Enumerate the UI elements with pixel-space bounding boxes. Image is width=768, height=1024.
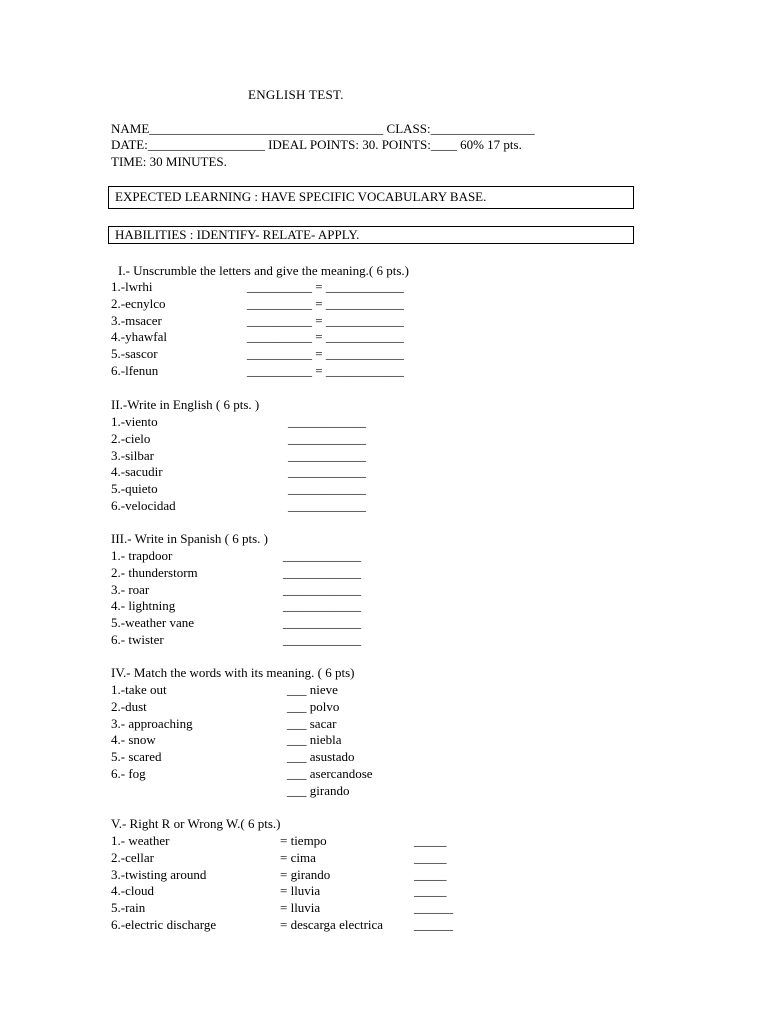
- question-label: 1.- weather: [111, 833, 170, 848]
- answer-blank[interactable]: __________ = ____________: [247, 346, 404, 362]
- question-label: 5.-quieto: [111, 481, 158, 497]
- answer-blank[interactable]: ___ nieve: [287, 682, 338, 697]
- answer-blank[interactable]: ______: [414, 917, 453, 932]
- question-label: 2.-ecnylco: [111, 295, 166, 311]
- question-label: 1.-take out: [111, 682, 167, 697]
- question-label: 3.- roar: [111, 581, 150, 597]
- expected-learning-box: EXPECTED LEARNING : HAVE SPECIFIC VOCABULARY BASE.: [108, 186, 634, 209]
- meaning-label: = girando: [280, 866, 331, 882]
- answer-blank[interactable]: ___ sacar: [287, 715, 337, 731]
- question-label: 4.- snow: [111, 732, 156, 748]
- question-label: 6.-electric discharge: [111, 917, 217, 932]
- question-label: 2.-dust: [111, 698, 147, 714]
- question-label: 4.-cloud: [111, 883, 154, 899]
- question-label: 5.-sascor: [111, 346, 158, 362]
- question-label: 2.- thunderstorm: [111, 564, 198, 580]
- answer-blank[interactable]: ____________: [283, 581, 361, 597]
- header-time: TIME: 30 MINUTES.: [111, 154, 227, 169]
- answer-blank[interactable]: __________ = ____________: [247, 363, 404, 378]
- habilities-box: HABILITIES : IDENTIFY- RELATE- APPLY.: [108, 226, 634, 244]
- answer-blank[interactable]: ____________: [288, 481, 366, 497]
- answer-blank[interactable]: ____________: [288, 414, 366, 429]
- header-name-class: NAME____________________________________ CLASS:________________: [111, 121, 535, 136]
- answer-blank[interactable]: __________ = ____________: [247, 329, 404, 345]
- section-2-title: II.-Write in English ( 6 pts. ): [111, 397, 260, 412]
- answer-blank[interactable]: _____: [414, 883, 447, 899]
- answer-blank[interactable]: ___ asercandose: [287, 766, 373, 781]
- answer-blank[interactable]: ____________: [288, 447, 366, 463]
- answer-blank[interactable]: ____________: [283, 615, 361, 631]
- question-label: 5.-weather vane: [111, 615, 195, 631]
- question-label: 1.-lwrhi: [111, 279, 153, 294]
- question-label: 1.- trapdoor: [111, 548, 173, 563]
- question-label: 6.- fog: [111, 766, 146, 781]
- answer-blank[interactable]: ___ girando: [287, 782, 350, 798]
- meaning-label: = lluvia: [280, 883, 321, 899]
- answer-blank[interactable]: _____: [414, 833, 447, 848]
- meaning-label: = descarga electrica: [280, 917, 384, 932]
- answer-blank[interactable]: ____________: [288, 430, 366, 446]
- question-label: 3.-twisting around: [111, 866, 207, 882]
- question-label: 5.- scared: [111, 749, 162, 765]
- answer-blank[interactable]: ____________: [283, 548, 361, 563]
- question-label: 6.-velocidad: [111, 498, 176, 513]
- section-3-title: III.- Write in Spanish ( 6 pts. ): [111, 531, 269, 546]
- answer-blank[interactable]: ____________: [288, 464, 366, 480]
- section-5-title: V.- Right R or Wrong W.( 6 pts.): [111, 816, 281, 831]
- meaning-label: = lluvia: [280, 900, 321, 916]
- answer-blank[interactable]: ____________: [283, 598, 361, 614]
- answer-blank[interactable]: ____________: [283, 564, 361, 580]
- answer-blank[interactable]: __________ = ____________: [247, 295, 404, 311]
- answer-blank[interactable]: ___ asustado: [287, 749, 355, 765]
- meaning-label: = cima: [280, 849, 316, 865]
- question-label: 3.- approaching: [111, 715, 193, 731]
- question-label: 3.-msacer: [111, 312, 162, 328]
- test-title: ENGLISH TEST.: [248, 87, 344, 102]
- section-1-title: I.- Unscrumble the letters and give the meaning.( 6 pts.): [118, 263, 409, 278]
- question-label: 5.-rain: [111, 900, 146, 916]
- question-label: 6.- twister: [111, 632, 164, 647]
- question-label: 4.- lightning: [111, 598, 176, 614]
- answer-blank[interactable]: __________ = ____________: [247, 312, 404, 328]
- answer-blank[interactable]: ______: [414, 900, 453, 916]
- question-label: 4.-sacudir: [111, 464, 163, 480]
- answer-blank[interactable]: ____________: [288, 498, 366, 513]
- answer-blank[interactable]: ___ polvo: [287, 698, 340, 714]
- answer-blank[interactable]: _____: [414, 866, 447, 882]
- section-4-title: IV.- Match the words with its meaning. ( 6 pts): [111, 665, 355, 680]
- header-date-points: DATE:__________________ IDEAL POINTS: 30. POINTS:____ 60% 17 pts.: [111, 137, 522, 152]
- answer-blank[interactable]: ____________: [283, 632, 361, 647]
- question-label: 6.-lfenun: [111, 363, 159, 378]
- answer-blank[interactable]: _____: [414, 849, 447, 865]
- answer-blank[interactable]: __________ = ____________: [247, 279, 404, 294]
- answer-blank[interactable]: ___ niebla: [287, 732, 342, 748]
- meaning-label: = tiempo: [280, 833, 327, 848]
- question-label: 2.-cellar: [111, 849, 154, 865]
- question-label: 1.-viento: [111, 414, 158, 429]
- question-label: 2.-cielo: [111, 430, 151, 446]
- question-label: 3.-silbar: [111, 447, 154, 463]
- question-label: 4.-yhawfal: [111, 329, 167, 345]
